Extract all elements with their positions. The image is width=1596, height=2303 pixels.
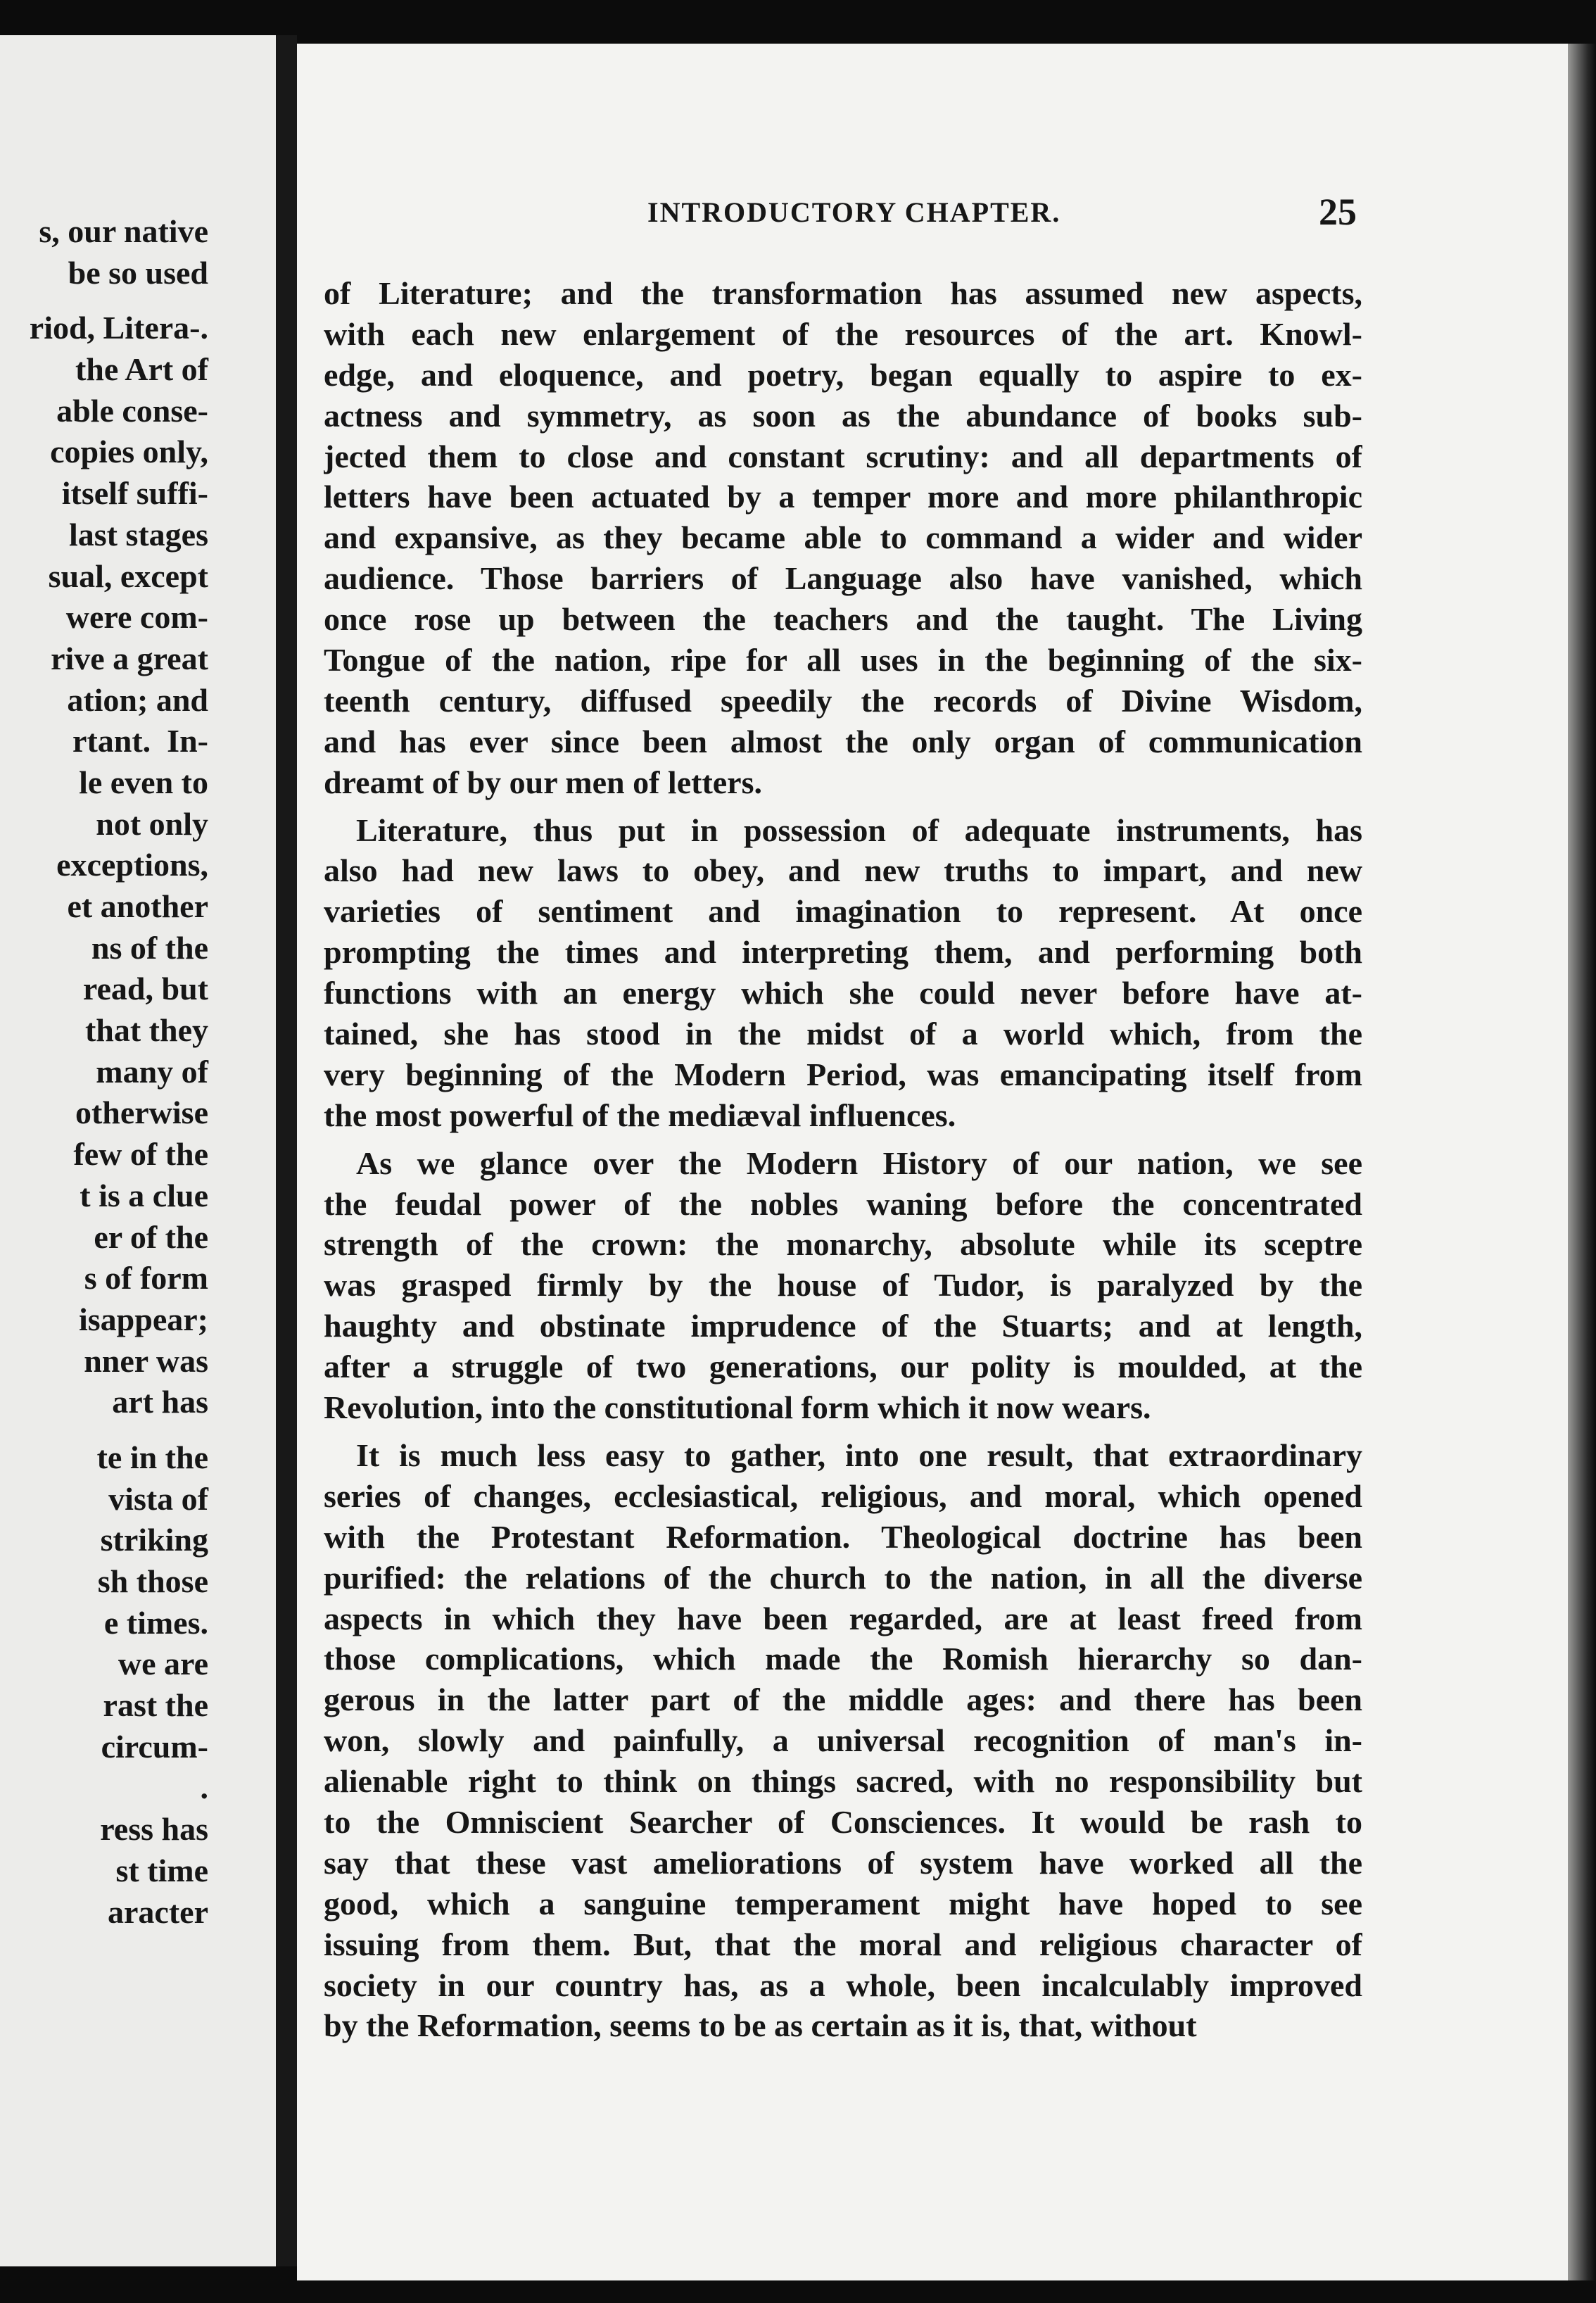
text-line: It is much less easy to gather, into one result, that extraordinary bbox=[356, 1437, 1362, 1473]
paragraph bbox=[324, 1435, 1362, 2046]
text-line: issuing from them. But, that the moral and religious character of bbox=[324, 1926, 1362, 1962]
text-line: good, which a sanguine temperament might have hoped to see bbox=[324, 1885, 1362, 1922]
left-page-line: art has bbox=[112, 1384, 208, 1420]
text-line: alienable right to think on things sacred, with no responsibility but bbox=[324, 1763, 1362, 1800]
text-line: to the Omniscient Searcher of Consciences. It would be rash to bbox=[324, 1803, 1362, 1840]
left-page-line: that they bbox=[84, 1012, 208, 1049]
text-line: won, slowly and painfully, a universal recognition of man's in- bbox=[324, 1722, 1362, 1759]
left-page-line bbox=[0, 294, 208, 308]
text-line: say that these vast ameliorations of system have worked all the bbox=[324, 1844, 1362, 1881]
text-line: Revolution, into the constitutional form which it now wears. bbox=[324, 1389, 1151, 1426]
left-page-line: were com- bbox=[65, 599, 208, 636]
left-page-line: s, our native bbox=[39, 213, 208, 249]
left-page-text bbox=[0, 211, 208, 1933]
left-page-line: many of bbox=[96, 1053, 208, 1090]
left-page-line: copies only, bbox=[50, 434, 208, 470]
text-line: strength of the crown: the monarchy, absolute while its sceptre bbox=[324, 1226, 1362, 1263]
text-line: dreamt of by our men of letters. bbox=[324, 764, 762, 800]
text-line: tained, she has stood in the midst of a world which, from the bbox=[324, 1016, 1362, 1052]
text-line: prompting the times and interpreting them, and performing both bbox=[324, 934, 1362, 971]
running-head bbox=[297, 191, 1568, 238]
left-page-line: ation; and bbox=[67, 681, 208, 718]
left-page-line: st time bbox=[115, 1852, 208, 1888]
left-page-line: able conse- bbox=[56, 392, 208, 429]
left-page-line: circum- bbox=[101, 1728, 208, 1765]
text-line: with each new enlargement of the resources of the art. Knowl- bbox=[324, 315, 1362, 352]
left-page-line: itself suffi- bbox=[61, 475, 208, 512]
text-line: society in our country has, as a whole, been incalculably improved bbox=[324, 1967, 1362, 2003]
body-text bbox=[324, 273, 1362, 2053]
book-gutter bbox=[276, 35, 297, 2266]
left-page-line: the Art of bbox=[75, 351, 208, 388]
text-line: teenth century, diffused speedily the records of Divine Wisdom, bbox=[324, 682, 1362, 719]
text-line: Tongue of the nation, ripe for all uses in the beginning of the six- bbox=[324, 642, 1362, 679]
chapter-title: INTRODUCTORY CHAPTER. bbox=[647, 196, 1061, 228]
left-page-line: sual, except bbox=[48, 557, 208, 594]
page-edge bbox=[1568, 44, 1596, 2280]
left-page-line: . bbox=[200, 1769, 208, 1806]
left-page-line: last stages bbox=[68, 516, 208, 553]
left-page-line: otherwise bbox=[75, 1094, 208, 1131]
left-page-line: not only bbox=[96, 805, 208, 842]
text-line: gerous in the latter part of the middle ages: and there has been bbox=[324, 1681, 1362, 1718]
page-number: 25 bbox=[1319, 191, 1357, 233]
text-line: jected them to close and constant scrutiny: and all departments of bbox=[324, 438, 1362, 474]
text-line: aspects in which they have been regarded, are at least freed from bbox=[324, 1600, 1362, 1636]
text-line: edge, and eloquence, and poetry, began equally to aspire to ex- bbox=[324, 356, 1362, 393]
right-page bbox=[297, 44, 1568, 2280]
text-line: purified: the relations of the church to the nation, in all the diverse bbox=[324, 1559, 1362, 1596]
text-line: with the Protestant Reformation. Theological doctrine has been bbox=[324, 1518, 1362, 1555]
left-page-line bbox=[0, 1423, 208, 1437]
text-line: was grasped firmly by the house of Tudor, is paralyzed by the bbox=[324, 1267, 1362, 1304]
left-page bbox=[0, 35, 276, 2266]
left-page-line: e times. bbox=[103, 1604, 208, 1641]
left-page-line: et another bbox=[67, 888, 208, 924]
text-line: by the Reformation, seems to be as certain as it is, that, without bbox=[324, 2007, 1197, 2044]
text-line: haughty and obstinate imprudence of the Stuarts; and at length, bbox=[324, 1308, 1362, 1344]
text-line: varieties of sentiment and imagination to represent. At once bbox=[324, 893, 1362, 930]
text-line: Literature, thus put in possession of adequate instruments, has bbox=[356, 812, 1362, 848]
text-line: after a struggle of two generations, our polity is moulded, at the bbox=[324, 1349, 1362, 1385]
left-page-line: s of form bbox=[84, 1260, 208, 1296]
text-line: letters have been actuated by a temper more and more philanthropic bbox=[324, 479, 1362, 515]
left-page-line: nner was bbox=[84, 1342, 208, 1379]
left-page-line: sh those bbox=[97, 1563, 208, 1599]
left-page-line: er of the bbox=[94, 1218, 208, 1255]
text-line: the feudal power of the nobles waning before the concentrated bbox=[324, 1185, 1362, 1222]
text-line: those complications, which made the Romish hierarchy so dan- bbox=[324, 1641, 1362, 1677]
text-line: As we glance over the Modern History of our nation, we see bbox=[356, 1144, 1362, 1181]
text-line: the most powerful of the mediæval influences. bbox=[324, 1097, 956, 1133]
paragraph bbox=[324, 273, 1362, 803]
text-line: of Literature; and the transformation has assumed new aspects, bbox=[324, 275, 1362, 311]
text-line: actness and symmetry, as soon as the abundance of books sub- bbox=[324, 397, 1362, 434]
left-page-line: striking bbox=[100, 1522, 208, 1558]
paragraph bbox=[324, 810, 1362, 1136]
text-line: and expansive, as they became able to command a wider and wider bbox=[324, 519, 1362, 556]
text-line: very beginning of the Modern Period, was emancipating itself from bbox=[324, 1056, 1362, 1092]
left-page-line: ns of the bbox=[91, 929, 208, 966]
left-page-line: t is a clue bbox=[80, 1177, 208, 1213]
text-line: once rose up between the teachers and the taught. The Living bbox=[324, 601, 1362, 638]
left-page-line: vista of bbox=[108, 1480, 208, 1517]
text-line: functions with an energy which she could never before have at- bbox=[324, 975, 1362, 1011]
text-line: also had new laws to obey, and new truths to impart, and new bbox=[324, 852, 1362, 889]
paragraph bbox=[324, 1143, 1362, 1428]
left-page-line: read, but bbox=[82, 971, 208, 1007]
text-line: series of changes, ecclesiastical, religious, and moral, which opened bbox=[324, 1477, 1362, 1514]
left-page-line: be so used bbox=[68, 254, 208, 291]
left-page-line: rtant. In- bbox=[72, 723, 208, 759]
text-line: and has ever since been almost the only organ of communication bbox=[324, 723, 1362, 759]
left-page-line: we are bbox=[118, 1646, 208, 1682]
text-line: audience. Those barriers of Language also have vanished, which bbox=[324, 560, 1362, 597]
left-page-line: rast the bbox=[103, 1687, 208, 1724]
left-page-line: te in the bbox=[96, 1439, 208, 1475]
left-page-line: aracter bbox=[108, 1893, 208, 1930]
left-page-line: rive a great bbox=[51, 640, 208, 676]
left-page-line: isappear; bbox=[79, 1301, 208, 1337]
left-page-line: few of the bbox=[73, 1136, 208, 1173]
left-page-line: ress has bbox=[100, 1811, 208, 1848]
left-page-line: exceptions, bbox=[56, 847, 208, 883]
left-page-line: riod, Litera-. bbox=[29, 310, 208, 346]
left-page-line: le even to bbox=[79, 764, 208, 800]
